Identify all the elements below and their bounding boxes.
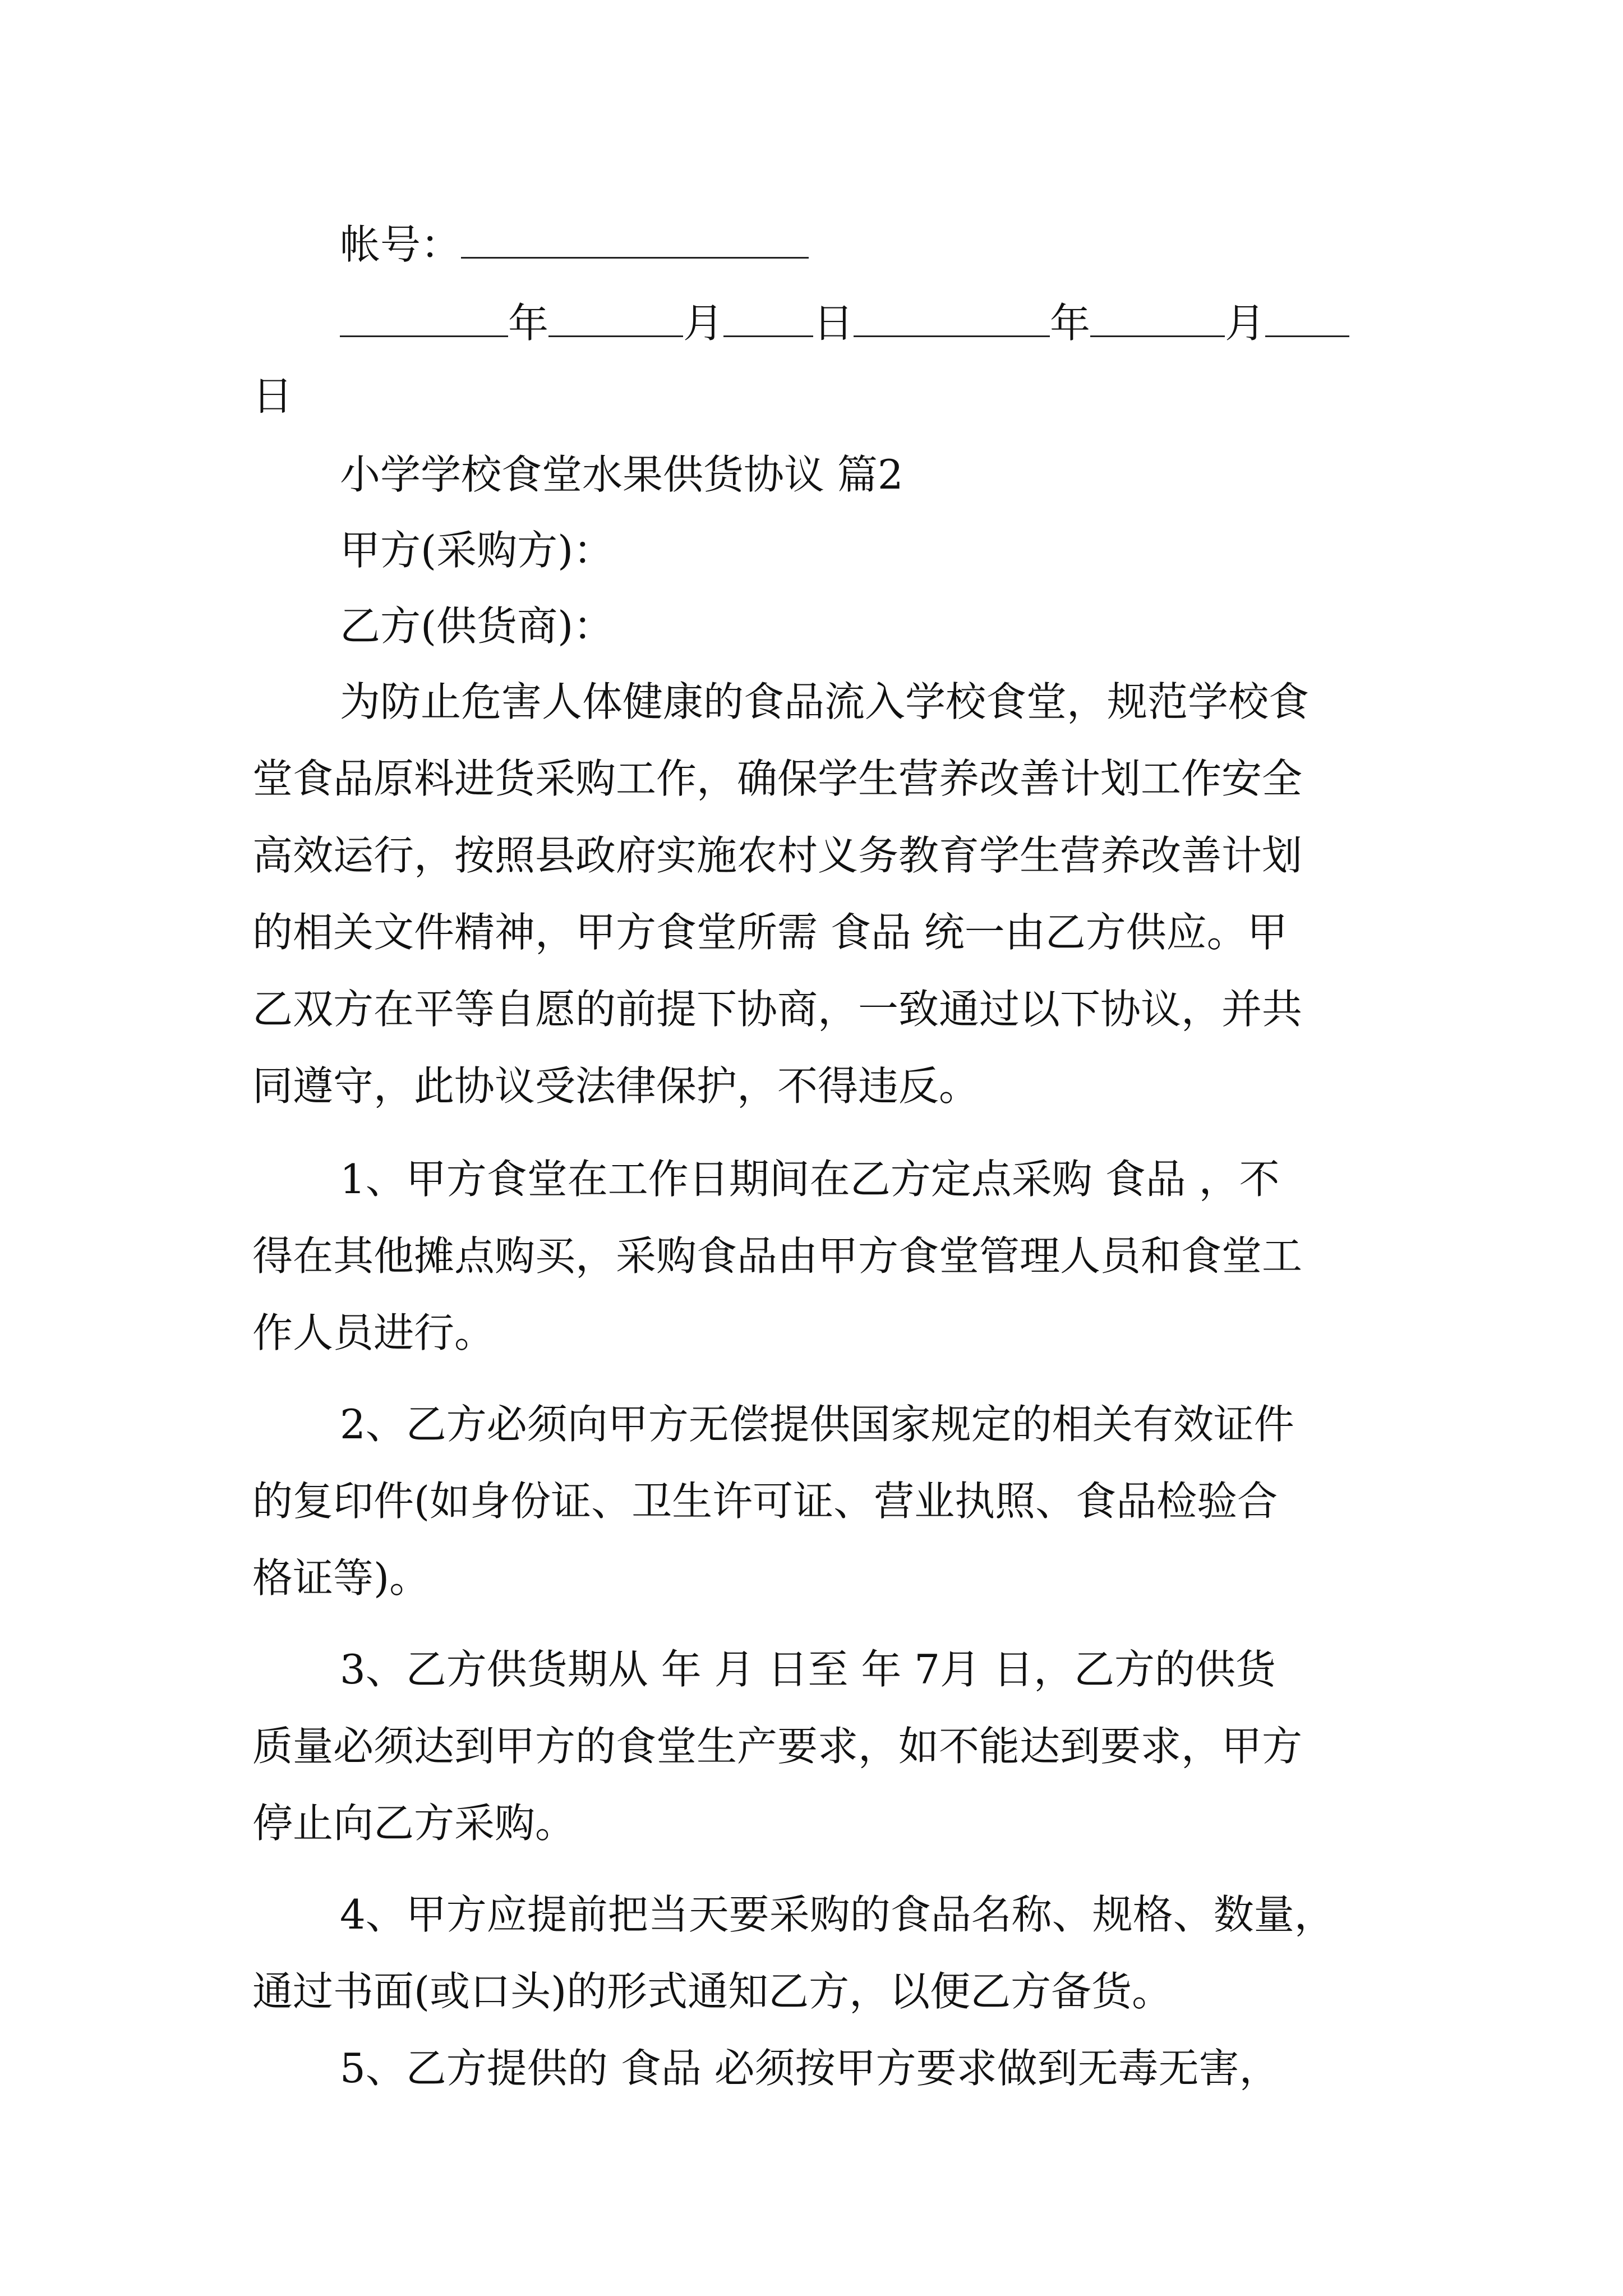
day-blank-2	[1265, 302, 1349, 337]
account-line	[340, 221, 1490, 268]
intro-line: 为防止危害人体健康的食品流入学校食堂，规范学校食	[340, 678, 1310, 725]
clause-2-line: 格证等)。	[252, 1554, 430, 1602]
clause-2-line: 2、乙方必须向甲方无偿提供国家规定的相关有效证件	[340, 1401, 1294, 1448]
clause-4-line: 通过书面(或口头)的形式通知乙方，以便乙方备货。	[252, 1968, 1173, 2015]
clause-2-line: 的复印件(如身份证、卫生许可证、营业执照、食品检验合	[252, 1478, 1278, 1525]
account-blank	[461, 223, 809, 259]
intro-line: 高效运行，按照县政府实施农村义务教育学生营养改善计划	[252, 832, 1303, 879]
year-blank-1	[340, 302, 508, 337]
party-a-line: 甲方(采购方)：	[340, 527, 614, 574]
intro-line: 堂食品原料进货采购工作，确保学生营养改善计划工作安全	[252, 755, 1303, 802]
clause-4-line: 4、甲方应提前把当天要采购的食品名称、规格、数量，	[340, 1891, 1335, 1938]
clause-1-line: 作人员进行。	[252, 1309, 495, 1356]
month-label-1: 月	[683, 300, 724, 347]
month-blank-1	[548, 302, 683, 337]
account-label: 帐号：	[340, 221, 462, 268]
clause-3-line: 停止向乙方采购。	[252, 1800, 576, 1847]
clause-3-line: 3、乙方供货期从 年 月 日至 年 7月 日，乙方的供货	[340, 1646, 1276, 1693]
clause-3-line: 质量必须达到甲方的食堂生产要求，如不能达到要求，甲方	[252, 1723, 1303, 1770]
year-label-2: 年	[1050, 300, 1091, 347]
section-heading: 小学学校食堂水果供货协议 篇2	[340, 451, 903, 498]
clause-1-line: 1、甲方食堂在工作日期间在乙方定点采购 食品 ，不	[340, 1156, 1280, 1203]
date-line	[340, 300, 1405, 347]
month-label-2: 月	[1225, 300, 1266, 347]
month-blank-2	[1090, 302, 1225, 337]
party-b-line: 乙方(供货商)：	[340, 602, 614, 650]
intro-line: 乙双方在平等自愿的前提下协商，一致通过以下协议，并共	[252, 986, 1303, 1033]
year-label-1: 年	[508, 300, 549, 347]
day-label-1: 日	[813, 300, 854, 347]
day-blank-1	[723, 302, 813, 337]
clause-5-line: 5、乙方提供的 食品 必须按甲方要求做到无毒无害，	[340, 2045, 1280, 2092]
intro-line: 同遵守，此协议受法律保护，不得违反。	[252, 1062, 980, 1110]
clause-1-line: 得在其他摊点购买，采购食品由甲方食堂管理人员和食堂工	[252, 1232, 1303, 1280]
date-line-wrap: 日	[252, 372, 293, 420]
intro-line: 的相关文件精神，甲方食堂所需 食品 统一由乙方供应。甲	[252, 909, 1288, 956]
year-blank-2	[854, 302, 1050, 337]
